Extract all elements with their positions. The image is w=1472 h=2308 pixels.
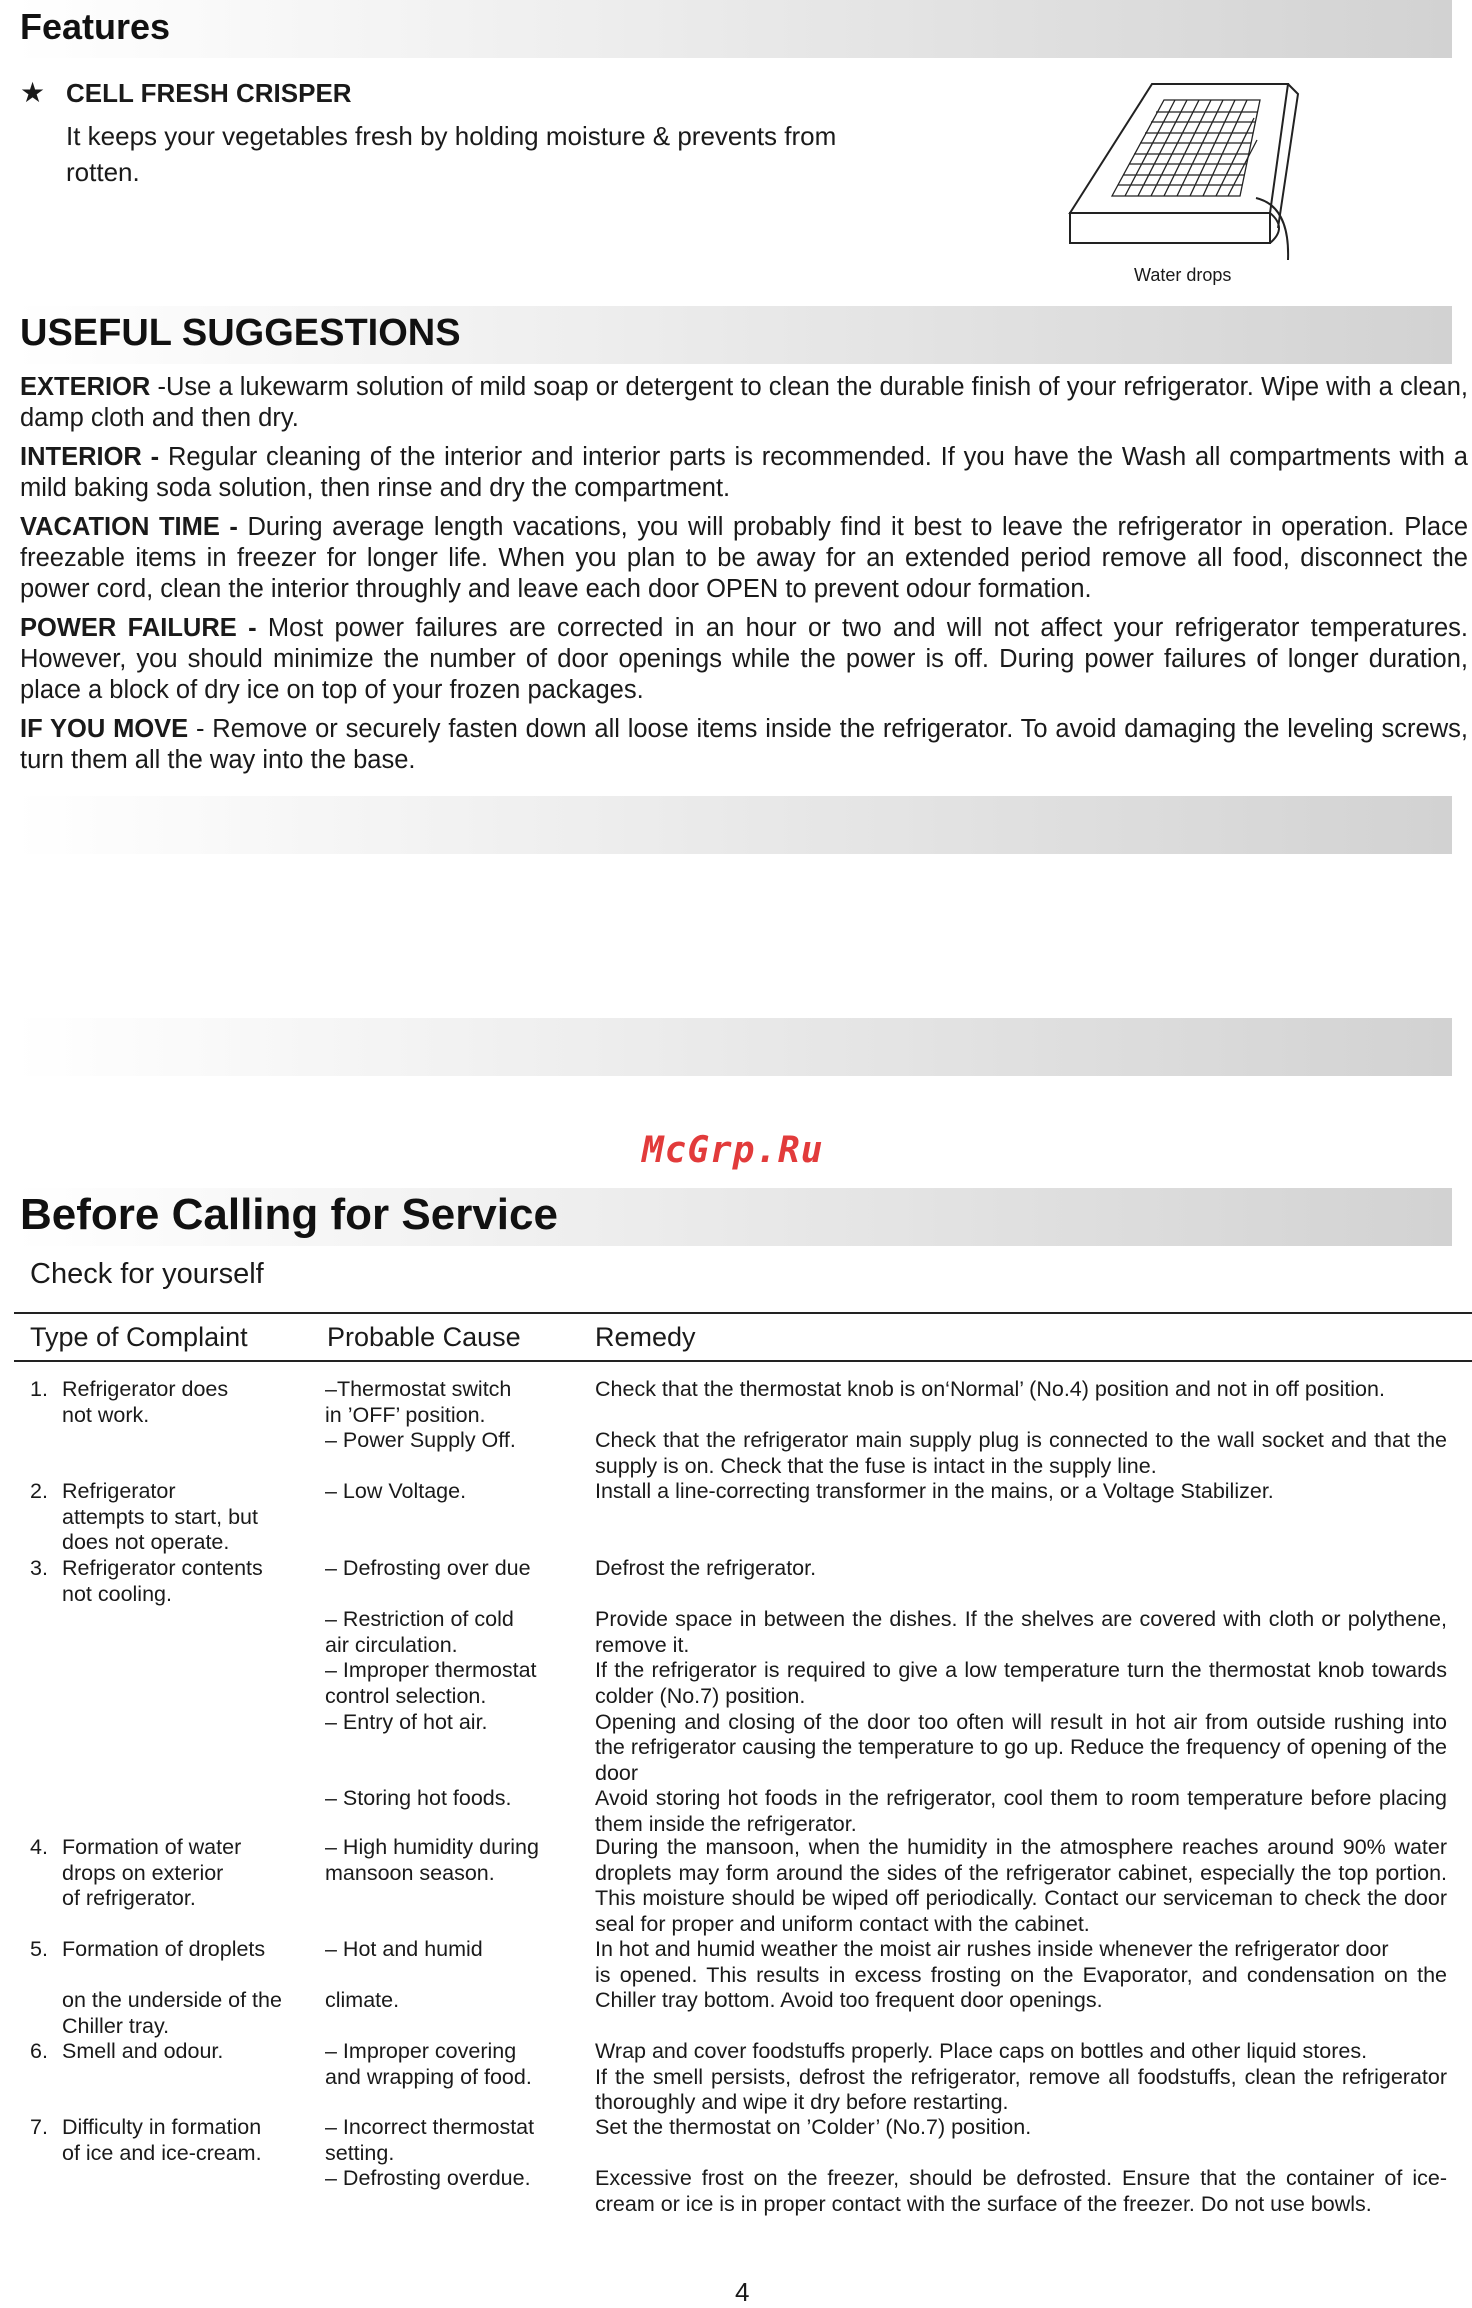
service-subtitle: Check for yourself xyxy=(30,1258,264,1290)
empty-band xyxy=(14,1018,1452,1076)
suggestion-item: VACATION TIME - During average length vacations, you will probably find it best to leave the refrigerator in operation. Place freezable items in freezer for longer life. When you plan to be away for an extended period remove all food, disconnect the power cord, clean the interior throughly and leave each door OPEN to prevent odour formation. xyxy=(20,513,1468,603)
header-complaint: Type of Complaint xyxy=(30,1322,248,1352)
features-header-band xyxy=(14,0,1452,58)
watermark: McGrp.Ru xyxy=(642,1130,824,1171)
suggestion-item: IF YOU MOVE - Remove or securely fasten down all loose items inside the refrigerator. To avoid damaging the leveling screws, turn them all the way into the base. xyxy=(20,715,1468,774)
table-header-rule xyxy=(14,1360,1472,1362)
features-title: Features xyxy=(20,6,171,47)
suggestion-item: INTERIOR - Regular cleaning of the interior and interior parts is recommended. If you have the Wash all compartments with a mild baking soda solution, then rinse and dry the compartment. xyxy=(20,443,1468,502)
page-number: 4 xyxy=(735,2277,750,2307)
empty-band xyxy=(14,796,1452,854)
header-cause: Probable Cause xyxy=(327,1322,521,1352)
suggestions-title: USEFUL SUGGESTIONS xyxy=(20,312,461,354)
suggestion-item: POWER FAILURE - Most power failures are corrected in an hour or two and will not affect your refrigerator temperatures. However, you should minimize the number of door openings while the power is off. During power failures of longer duration, place a block of dry ice on top of your frozen packages. xyxy=(20,614,1468,704)
suggestion-item: EXTERIOR -Use a lukewarm solution of mild soap or detergent to clean the durable finish of your refrigerator. Wipe with a clean, damp cloth and then dry. xyxy=(20,373,1468,432)
crisper-illustration xyxy=(1060,78,1310,268)
crisper-title: CELL FRESH CRISPER xyxy=(66,78,352,108)
crisper-description: It keeps your vegetables fresh by holding moisture & prevents from rotten. xyxy=(66,121,837,187)
header-remedy: Remedy xyxy=(595,1322,696,1352)
service-title: Before Calling for Service xyxy=(20,1190,558,1239)
table-top-rule xyxy=(14,1312,1472,1314)
water-drops-label: Water drops xyxy=(1134,265,1232,285)
star-icon: ★ xyxy=(20,77,46,108)
suggestions-list xyxy=(20,372,1468,784)
